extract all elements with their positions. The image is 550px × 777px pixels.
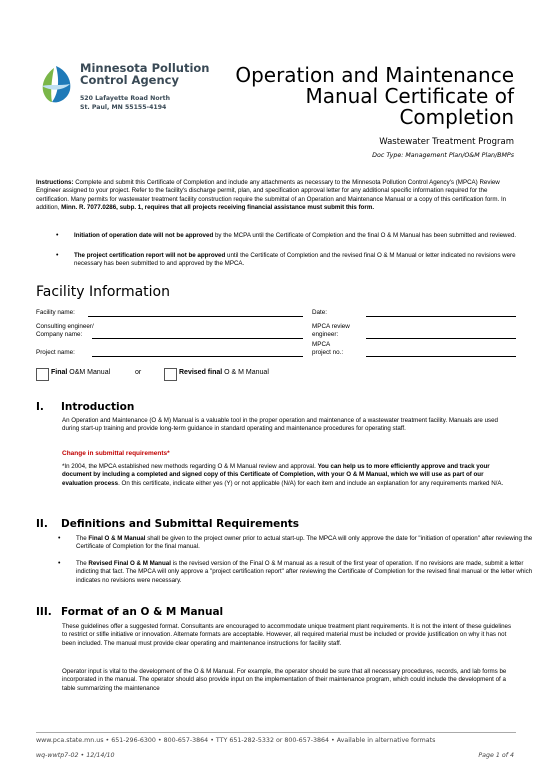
instructions-label: Instructions: <box>36 179 74 186</box>
mpca-logo-icon <box>36 64 76 106</box>
mpca-logo <box>36 61 210 122</box>
mpca-review-engineer-label <box>312 323 350 339</box>
instruction-bullet <box>50 232 536 240</box>
address-line1: 520 Lafayette Road North <box>80 95 170 102</box>
instructions-text: Complete and submit this Certificate of Completion and include any attachments as necessary to the Minnesota Pollution Control Agency's (MPCA) Review Engineer assigned to your project. Refer to the facility's discharge permit, plan, and specification approval letter for any additional specific information required for the certification. Many permits for wastewater treatment facility construction require the submittal of an Operation and Maintenance Manual or a copy of this certification form. In addition, <box>36 179 507 211</box>
facility-info-heading: Facility Information <box>36 284 170 300</box>
project-no-label-1: MPCA <box>312 341 331 348</box>
project-name-field[interactable] <box>92 356 303 357</box>
footer-contact: www.pca.state.mn.us • 651-296-6300 • 800-657-3864 • TTY 651-282-5332 or 800-657-3864 • Available in alternative formats <box>36 732 516 745</box>
page-number: Page 1 of 4 <box>478 752 514 759</box>
def-bold: Revised Final O & M Manual <box>88 560 171 567</box>
reviewer-label-2: engineer: <box>312 331 339 338</box>
revised-final-manual-label <box>179 369 269 376</box>
section-title: Format of an O & M Manual <box>61 606 224 618</box>
bullet-text: until the Certificate of Completion and the revised final O & M Manual or letter indicated no revisions were necessary has been submitted to and approved by the MPCA. <box>74 252 516 268</box>
consulting-label-1: Consulting engineer/ <box>36 323 94 330</box>
section-number: I. <box>36 401 44 413</box>
introduction-paragraph: An Operation and Maintenance (O & M) Manual is a valuable tool in the proper operation and maintenance of a wastewater treatment facility. Manuals are used during start-up training and provide long-term guidance in standard operating and maintenance procedures for operating staff. <box>62 417 499 433</box>
change-in-submittal-label: Change in submittal requirements* <box>62 450 170 457</box>
date-label: Date: <box>312 309 328 316</box>
document-title: Operation and Maintenance Manual Certificate of Completion <box>235 63 514 129</box>
address-line2: St. Paul, MN 55155-4194 <box>80 104 167 111</box>
definition-bullet <box>52 535 534 552</box>
agency-name-line2: Control Agency <box>80 73 179 87</box>
format-paragraph-2: Operator input is vital to the development of the O & M Manual. For example, the operator should be sure that all necessary procedures, records, and lab forms be incorporated in the manual. The operator should also provide input on the implementation of their maintenance program, which could include the development of a table summarizing the maintenance <box>62 668 507 692</box>
revised-bold: Revised final <box>179 369 223 376</box>
def-text-a: The <box>76 560 89 567</box>
footer-doc-id: wq-wwtp7-02 • 12/14/10 <box>36 752 115 759</box>
date-field[interactable] <box>366 316 516 317</box>
change-text-bold: You can help us to more efficiently approve and track your document by including a completed and signed copy of this Certificate of Completion, with your O & M Manual, which we will use as part of our evaluation process <box>62 463 490 487</box>
def-bold: Final O & M Manual <box>88 535 146 542</box>
mpca-project-no-label <box>312 341 343 357</box>
revised-rest: O & M Manual <box>222 369 269 376</box>
mpca-project-no-field[interactable] <box>366 356 516 357</box>
bullet-bold: Initiation of operation date will not be approved <box>74 232 214 239</box>
instructions-bold-end: Minn. R. 7077.0286, subp. 1, requires that all projects receiving financial assistance must submit this form. <box>61 203 375 211</box>
change-text-a: *In 2004, the MPCA established new methods regarding O & M Manual review and approval. <box>62 463 318 470</box>
project-name-label: Project name: <box>36 349 75 356</box>
consulting-engineer-field[interactable] <box>92 338 303 339</box>
project-no-label-2: project no.: <box>312 349 344 356</box>
final-bold: Final <box>51 369 68 376</box>
change-text-c: . On this certificate, indicate either yes (Y) or not applicable (N/A) for each item and include an explanation for any requirements marked N/A. <box>118 479 504 487</box>
final-manual-checkbox[interactable] <box>36 368 49 381</box>
section-title: Introduction <box>61 401 135 413</box>
consulting-label-2: Company name: <box>36 331 83 338</box>
def-text-c: is the revised version of the Final O & M manual as a result of the first year of operation. If no revisions are made, submit a letter indicting that fact. The MPCA will only approve a "project certification report" after reviewing the Certificate of Completion for the revised final manual or the letter which indicates no revisions were necessary. <box>76 560 533 584</box>
agency-address <box>80 94 170 112</box>
agency-name-line1: Minnesota Pollution <box>80 61 210 75</box>
instruction-bullet <box>50 252 536 269</box>
mpca-review-engineer-field[interactable] <box>366 338 516 339</box>
change-paragraph <box>62 463 514 488</box>
bullet-bold: The project certification report will not be approved <box>74 252 226 259</box>
revised-final-manual-checkbox[interactable] <box>164 368 177 381</box>
section-number: III. <box>36 606 52 618</box>
section-number: II. <box>36 518 48 530</box>
facility-name-field[interactable] <box>88 316 303 317</box>
facility-name-label: Facility name: <box>36 309 75 316</box>
bullet-text: by the MCPA until the Certificate of Completion and the final O & M Manual has been submitted and reviewed. <box>213 232 517 239</box>
final-manual-label <box>51 369 110 376</box>
def-text-c: shall be given to the project owner prior to actual start-up. The MPCA will only approve the date for "initiation of operation" after reviewing the Certificate of Completion for the final manual. <box>76 535 533 551</box>
consulting-engineer-label <box>36 323 94 339</box>
or-label: or <box>135 369 142 376</box>
program-subtitle: Wastewater Treatment Program <box>379 137 514 147</box>
def-text-a: The <box>76 535 89 542</box>
format-paragraph-1: These guidelines offer a suggested format. Consultants are encouraged to accommodate unique treatment plant requirements. It is not the intent of these guidelines to restrict or stifle initiative or innovation. Alternate formats are acceptable. However, all required material must be included or provide justification on why it has not been included. The manual must provide clear operating and maintenance instructions for facility staff. <box>62 623 512 647</box>
definition-bullet <box>52 560 534 585</box>
doc-type: Doc Type: Management Plan/O&M Plan/BMPs <box>372 152 514 159</box>
instructions-paragraph <box>36 179 516 212</box>
section-definitions-heading <box>36 518 299 530</box>
section-introduction-heading <box>36 401 134 413</box>
section-format-heading <box>36 606 223 618</box>
agency-name <box>80 62 210 86</box>
final-rest: O&M Manual <box>67 369 111 376</box>
section-title: Definitions and Submittal Requirements <box>61 518 300 530</box>
reviewer-label-1: MPCA review <box>312 323 350 330</box>
